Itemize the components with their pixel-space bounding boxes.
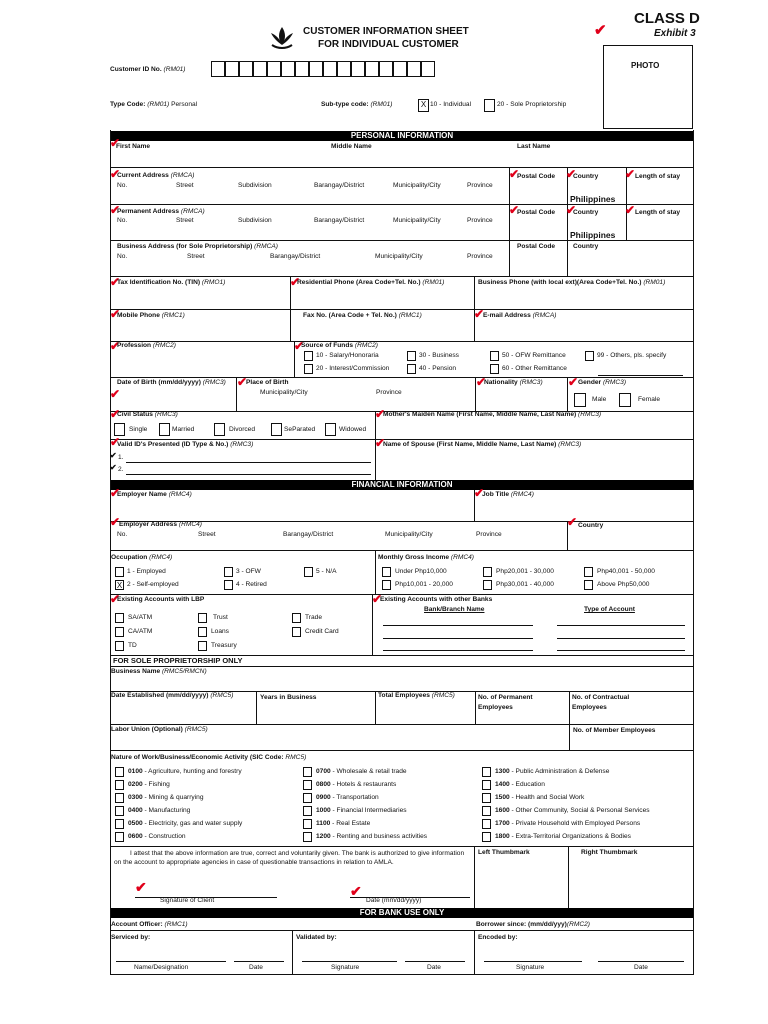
lbp-accounts-label: Existing Accounts with LBP [117,596,205,603]
form-bottom-border [110,974,694,975]
spouse-field[interactable] [376,450,692,478]
total-employees-label: Total Employees (RMC5) [378,692,455,699]
red-checkmark-icon: ✔ [110,592,121,606]
individual-checkbox[interactable]: X [418,99,429,112]
leaf-logo-icon [268,25,296,51]
red-checkmark-icon: ✔ [474,307,485,321]
sic-0200-checkbox[interactable] [115,780,124,790]
inc-above50k-option: Above Php50,000 [597,581,650,588]
employer-address-label: Employer Address (RMC4) [119,521,202,528]
id2-field[interactable] [126,474,371,475]
sic-0500-option: 0500 - Electricity, gas and water supply [128,820,243,827]
country-label: Country [573,243,599,250]
addr-subdivision-label: Subdivision [238,217,272,224]
gender-label: Gender (RMC3) [578,379,627,386]
current-address-field[interactable] [111,189,509,203]
bank-use-header: FOR BANK USE ONLY [111,908,693,918]
red-checkmark-icon: ✔ [110,515,121,529]
profession-field[interactable] [111,351,293,376]
sic-1500-checkbox[interactable] [482,793,491,803]
other-banks-label: Existing Accounts with other Banks [380,596,493,603]
sic-0600-checkbox[interactable] [115,832,124,842]
red-checkmark-icon: ✔ [567,515,578,529]
sic-1200-checkbox[interactable] [303,832,312,842]
cs-married-checkbox[interactable] [159,423,170,436]
sic-1000-option: 1000 - Financial Intermediaries [316,807,407,814]
encoded-by-signature-field[interactable] [484,961,582,962]
ea-country-label: Country [578,522,604,529]
sf-others-specify-line[interactable] [598,375,683,376]
exhibit-label: Exhibit 3 [654,28,696,39]
labor-union-label: Labor Union (Optional) (RMC5) [111,726,208,733]
addr-street-label: Street [176,182,194,189]
addr-barangay-label: Barangay/District [314,217,365,224]
addr-street-label: Street [176,217,194,224]
sf-business-checkbox[interactable] [407,351,416,361]
sf-salary-option: 10 - Salary/Honoraria [316,352,379,359]
business-name-field[interactable] [111,676,693,690]
gender-male-checkbox[interactable] [574,393,586,407]
other-bank-type-row-1[interactable] [557,625,685,626]
inc-40k-50k-checkbox[interactable] [584,567,593,577]
occ-ofw-checkbox[interactable] [224,567,233,577]
encoded-by-label: Encoded by: [478,934,518,941]
sf-business-option: 30 - Business [419,352,459,359]
addr-street-label: Street [187,253,205,260]
acc-td-option: TD [128,642,137,649]
sf-salary-checkbox[interactable] [304,351,313,361]
encoded-date-label: Date [634,964,648,971]
sic-0600-option: 0600 - Construction [128,833,186,840]
cs-separated-checkbox[interactable] [271,423,282,436]
mobile-phone-field[interactable] [111,321,289,340]
business-name-label: Business Name (RMC5/RMCN) [111,668,207,675]
occ-na-option: 5 - N/A [316,568,337,575]
current-address-label: Current Address (RMCA) [117,172,195,179]
permanent-address-label: Permanent Address (RMCA) [117,208,205,215]
validated-by-signature-field[interactable] [302,961,397,962]
addr-no-label: No. [117,182,128,189]
other-bank-type-row-3[interactable] [557,650,685,651]
other-bank-row-3[interactable] [383,650,533,651]
sic-1700-checkbox[interactable] [482,819,491,829]
other-bank-type-row-2[interactable] [557,638,685,639]
addr-province-label: Province [467,217,493,224]
cs-separated-option: SeParated [284,426,316,433]
right-thumbmark-box[interactable] [569,858,692,907]
addr-no-label: No. [117,217,128,224]
individual-option: 10 - Individual [430,101,472,108]
pob-municipality-label: Municipality/City [260,389,308,396]
acc-treasury-option: Treasury [211,642,237,649]
client-signature-label: Signature of Client [160,897,215,904]
ea-street-label: Street [198,531,216,538]
sic-1600-option: 1600 - Other Community, Social & Personal Services [495,807,650,814]
mothers-maiden-field[interactable] [376,420,692,438]
sic-0900-checkbox[interactable] [303,793,312,803]
acc-credit-card-checkbox[interactable] [292,627,301,637]
acc-sa-option: SA/ATM [128,614,153,621]
type-code-label: Type Code: (RM01) Personal [110,101,198,108]
red-checkmark-icon: ✔ [294,339,305,353]
occ-retired-option: 4 - Retired [236,581,267,588]
sic-1400-checkbox[interactable] [482,780,491,790]
inc-20k-30k-option: Php20,001 - 30,000 [496,568,554,575]
cs-widowed-checkbox[interactable] [325,423,336,436]
red-checkmark-icon: ✔ [110,167,121,181]
gender-female-option: Female [638,396,660,403]
addr-province-label: Province [467,182,493,189]
id1-field[interactable] [126,462,371,463]
addr-subdivision-label: Subdivision [238,182,272,189]
ea-province-label: Province [476,531,502,538]
acc-ca-option: CA/ATM [128,628,153,635]
years-in-business-label: Years in Business [260,694,317,701]
red-checkmark-icon: ✔ [110,387,121,401]
sf-pension-option: 40 - Pension [419,365,457,372]
full-name-field[interactable] [111,151,693,167]
sic-1800-option: 1800 - Extra-Territorial Organizations & Bodies [495,833,631,840]
fax-label: Fax No. (Area Code + Tel. No.) (RMC1) [303,312,422,319]
postal-code-label: Postal Code [517,173,556,180]
financial-info-header: FINANCIAL INFORMATION [111,480,693,490]
form-right-border [693,130,694,975]
addr-municipality-label: Municipality/City [393,182,441,189]
sf-ofw-checkbox[interactable] [490,351,499,361]
red-checkmark-icon: ✔ [476,375,487,389]
other-bank-row-2[interactable] [383,638,533,639]
cs-divorced-checkbox[interactable] [214,423,225,436]
contractual-employees-label: No. of Contractual [572,694,630,701]
type-account-header: Type of Account [584,606,635,613]
class-label: CLASS D [634,10,700,27]
sic-1200-option: 1200 - Renting and business activities [316,833,428,840]
ea-barangay-label: Barangay/District [283,531,334,538]
red-checkmark-icon: ✔ [566,203,577,217]
business-phone-label: Business Phone (with local ext)(Area Code+Tel. No.) (RM01) [478,279,666,286]
sic-1700-option: 1700 - Private Household with Employed Persons [495,820,641,827]
validated-by-date-field[interactable] [405,961,465,962]
email-label: E-mail Address (RMCA) [483,312,557,319]
borrower-since-label: Borrower since: (mm/dd/yyy)(RMC2) [476,921,590,928]
permanent-employees-label: No. of Permanent [478,694,533,701]
employer-name-label: Employer Name (RMC4) [117,491,192,498]
sf-other-remittance-option: 60 - Other Remittance [502,365,567,372]
encoded-signature-label: Signature [516,964,545,971]
postal-code-label: Postal Code [517,243,556,250]
inc-30k-40k-option: Php30,001 - 40,000 [496,581,554,588]
business-address-field[interactable] [111,261,509,275]
sic-0800-checkbox[interactable] [303,780,312,790]
sic-0400-checkbox[interactable] [115,806,124,816]
red-checkmark-icon: ✔ [625,167,636,181]
dob-label: Date of Birth (mm/dd/yyyy) (RMC3) [117,379,226,386]
acc-trade-checkbox[interactable] [292,613,301,623]
length-of-stay-label: Length of stay [635,209,681,216]
acc-sa-checkbox[interactable] [115,613,124,623]
permanent-address-field[interactable] [111,225,509,239]
left-thumbmark-box[interactable] [475,858,567,907]
sf-other-remittance-checkbox[interactable] [490,364,499,374]
sic-1300-checkbox[interactable] [482,767,491,777]
employer-address-field[interactable] [111,539,566,549]
inc-10k-20k-checkbox[interactable] [382,580,391,590]
sic-1000-checkbox[interactable] [303,806,312,816]
pob-province-label: Province [376,389,402,396]
form-title-line2: FOR INDIVIDUAL CUSTOMER [318,39,459,50]
validated-date-label: Date [427,964,441,971]
business-phone-field[interactable] [475,288,692,308]
ea-municipality-label: Municipality/City [385,531,433,538]
sic-1600-checkbox[interactable] [482,806,491,816]
red-checkmark-icon: ✔ [237,375,248,389]
occ-employed-checkbox[interactable] [115,567,124,577]
acc-credit-card-option: Credit Card [305,628,339,635]
monthly-income-label: Monthly Gross Income (RMC4) [378,554,474,561]
inc-40k-50k-option: Php40,001 - 50,000 [597,568,655,575]
sf-others-option: 99 - Others, pls. specify [597,352,667,359]
sole-proprietorship-header: FOR SOLE PROPRIETORSHIP ONLY [113,656,243,665]
red-checkmark-icon: ✔ [110,407,121,421]
sic-0700-option: 0700 - Wholesale & retail trade [316,768,407,775]
residential-phone-label: Residential Phone (Area Code+Tel. No.) (RM01) [297,279,445,286]
ea-no-label: No. [117,531,128,538]
occ-self-employed-checkbox[interactable]: X [116,581,123,590]
dob-field[interactable] [111,388,235,409]
first-name-label: First Name [116,143,151,150]
addr-barangay-label: Barangay/District [270,253,321,260]
inc-20k-30k-checkbox[interactable] [483,567,492,577]
length-of-stay-label: Length of stay [635,173,681,180]
pob-field[interactable] [237,397,474,409]
mobile-phone-label: Mobile Phone (RMC1) [117,312,185,319]
red-checkmark-icon: ✔ [110,275,121,289]
validated-by-label: Validated by: [296,934,337,941]
checkmark-icon: ✔ [110,463,117,472]
sic-1100-checkbox[interactable] [303,819,312,829]
sf-others-checkbox[interactable] [585,351,594,361]
other-bank-row-1[interactable] [383,625,533,626]
red-checkmark-icon: ✔ [290,275,301,289]
serviced-by-name-field[interactable] [116,961,226,962]
form-left-border [110,130,111,975]
sic-1400-option: 1400 - Education [495,781,545,788]
sic-0300-checkbox[interactable] [115,793,124,803]
inc-30k-40k-checkbox[interactable] [483,580,492,590]
cs-widowed-option: Widowed [339,426,367,433]
cs-divorced-option: Divorced [229,426,256,433]
red-checkmark-icon: ✔ [474,486,485,500]
red-checkmark-icon: ✔ [625,203,636,217]
inc-under10k-option: Under Php10,000 [395,568,447,575]
subtype-code-label: Sub-type code: (RM01) [321,101,393,108]
checkmark-icon: ✔ [110,451,117,460]
nationality-field[interactable] [476,388,566,409]
sic-0500-checkbox[interactable] [115,819,124,829]
red-checkmark-icon: ✔ [375,407,386,421]
red-checkmark-icon: ✔ [110,339,121,353]
encoded-by-date-field[interactable] [598,961,684,962]
personal-info-header: PERSONAL INFORMATION [111,131,693,141]
addr-municipality-label: Municipality/City [375,253,423,260]
fax-field[interactable] [291,321,473,340]
red-checkmark-icon: ✔ [135,879,147,895]
acc-loans-checkbox[interactable] [198,627,207,637]
red-checkmark-icon: ✔ [568,375,579,389]
occ-employed-option: 1 - Employed [127,568,166,575]
acc-trust-option: Trust [213,614,228,621]
labor-union-field[interactable] [111,734,567,749]
red-checkmark-icon: ✔ [110,136,121,150]
civil-status-label: Civil Status (RMC3) [117,411,178,418]
occupation-label: Occupation (RMC4) [111,554,173,561]
red-checkmark-icon: ✔ [509,167,520,181]
sic-0700-checkbox[interactable] [303,767,312,777]
sic-1300-option: 1300 - Public Administration & Defense [495,768,610,775]
cs-single-option: Single [129,426,148,433]
red-checkmark-icon: ✔ [110,307,121,321]
acc-td-checkbox[interactable] [115,641,124,651]
red-checkmark-icon: ✔ [350,883,362,899]
sic-0900-option: 0900 - Transportation [316,794,379,801]
business-address-label: Business Address (for Sole Proprietorship) (RMCA) [117,243,278,250]
gender-male-option: Male [592,396,607,403]
photo-box[interactable] [603,45,693,129]
tin-label: Tax Identification No. (TIN) (RMO1) [117,279,226,286]
country-label: Country [573,173,599,180]
red-checkmark-icon: ✔ [110,203,121,217]
red-checkmark-icon: ✔ [375,436,386,450]
sole-proprietorship-checkbox[interactable] [484,99,495,112]
serviced-date-label: Date [249,964,263,971]
date-established-label: Date Established (mm/dd/yyyy) (RMC5) [111,692,234,699]
addr-no-label: No. [117,253,128,260]
left-thumbmark-label: Left Thumbmark [478,849,530,856]
sic-0100-option: 0100 - Agriculture, hunting and forestry [128,768,242,775]
red-checkmark-icon: ✔ [509,203,520,217]
cs-married-option: Married [172,426,195,433]
sic-0100-checkbox[interactable] [115,767,124,777]
source-of-funds-label: Source of Funds (RMC2) [301,342,378,349]
bank-branch-header: Bank/Branch Name [424,606,485,613]
right-thumbmark-label: Right Thumbmark [581,849,638,856]
inc-10k-20k-option: Php10,001 - 20,000 [395,581,453,588]
spouse-label: Name of Spouse (First Name, Middle Name, Last Name) (RMC3) [383,441,582,448]
red-checkmark-icon: ✔ [372,592,383,606]
sf-pension-checkbox[interactable] [407,364,416,374]
tin-field[interactable] [111,288,289,308]
red-checkmark-icon: ✔ [110,486,121,500]
addr-province-label: Province [467,253,493,260]
id1-label: 1. [118,454,124,461]
inc-under10k-checkbox[interactable] [382,567,391,577]
acc-ca-checkbox[interactable] [115,627,124,637]
current-country-value: Philippines [570,194,616,204]
profession-label: Profession (RMC2) [117,342,176,349]
occ-self-employed-option: 2 - Self-employed [127,581,179,588]
employer-name-field[interactable] [111,500,473,520]
signature-date-label: Date (mm/dd/yyyy) [366,897,422,904]
addr-barangay-label: Barangay/District [314,182,365,189]
permanent-country-value: Philippines [570,230,616,240]
red-checkmark-icon: ✔ [566,167,577,181]
job-title-label: Job Title (RMC4) [482,491,534,498]
postal-code-label: Postal Code [517,209,556,216]
customer-id-label: Customer ID No. (RM01) [110,66,186,73]
validated-signature-label: Signature [331,964,360,971]
sic-1800-checkbox[interactable] [482,832,491,842]
serviced-name-designation-label: Name/Designation [134,964,189,971]
addr-municipality-label: Municipality/City [393,217,441,224]
serviced-by-date-field[interactable] [234,961,284,962]
sf-interest-option: 20 - Interest/Commission [316,365,390,372]
country-label: Country [573,209,599,216]
sic-0800-option: 0800 - Hotels & restaurants [316,781,397,788]
red-checkmark-icon: ✔ [594,22,607,39]
acc-trust-checkbox[interactable] [198,613,207,623]
acc-trade-option: Trade [305,614,322,621]
nature-of-work-label: Nature of Work/Business/Economic Activity (SIC Code: RMC5) [111,754,307,761]
sic-1500-option: 1500 - Health and Social Work [495,794,585,801]
sic-0300-option: 0300 - Mining & quarrying [128,794,204,801]
sf-ofw-option: 50 - OFW Remittance [502,352,566,359]
contractual-employees-label-2: Employees [572,704,607,711]
gender-female-checkbox[interactable] [619,393,631,407]
occ-ofw-option: 3 - OFW [236,568,261,575]
middle-name-label: Middle Name [331,143,372,150]
sf-interest-checkbox[interactable] [304,364,313,374]
red-checkmark-icon: ✔ [110,435,121,449]
nationality-label: Nationality (RMC3) [484,379,543,386]
sic-1100-option: 1100 - Real Estate [316,820,371,827]
acc-loans-option: Loans [211,628,229,635]
account-officer-label: Account Officer: (RMC1) [111,921,188,928]
sic-0200-option: 0200 - Fishing [128,781,170,788]
inc-above50k-checkbox[interactable] [584,580,593,590]
attestation-text: I attest that the above information are true, correct and voluntarily given. The bank is authorized to give information on the account to appropriate agencies in case of questionable transactions in relation to AMLA. [114,850,465,866]
acc-treasury-checkbox[interactable] [198,641,207,651]
mothers-maiden-label: Mother's Maiden Name (First Name, Middle Name, Last Name) (RMC3) [383,411,602,418]
valid-ids-label: Valid ID's Presented (ID Type & No.) (RMC3) [117,441,254,448]
occ-na-checkbox[interactable] [304,567,313,577]
sic-0400-option: 0400 - Manufacturing [128,807,191,814]
residential-phone-field[interactable] [291,288,473,308]
job-title-field[interactable] [475,500,692,520]
photo-label: PHOTO [631,61,660,70]
last-name-label: Last Name [517,143,551,150]
serviced-by-label: Serviced by: [111,934,151,941]
occ-retired-checkbox[interactable] [224,580,233,590]
id2-label: 2. [118,466,124,473]
email-field[interactable] [475,321,692,340]
form-title-line1: CUSTOMER INFORMATION SHEET [303,26,469,37]
sole-proprietorship-option: 20 - Sole Proprietorship [497,101,567,108]
member-employees-label: No. of Member Employees [573,727,656,734]
pob-label: Place of Birth [246,379,289,386]
permanent-employees-label-2: Employees [478,704,513,711]
